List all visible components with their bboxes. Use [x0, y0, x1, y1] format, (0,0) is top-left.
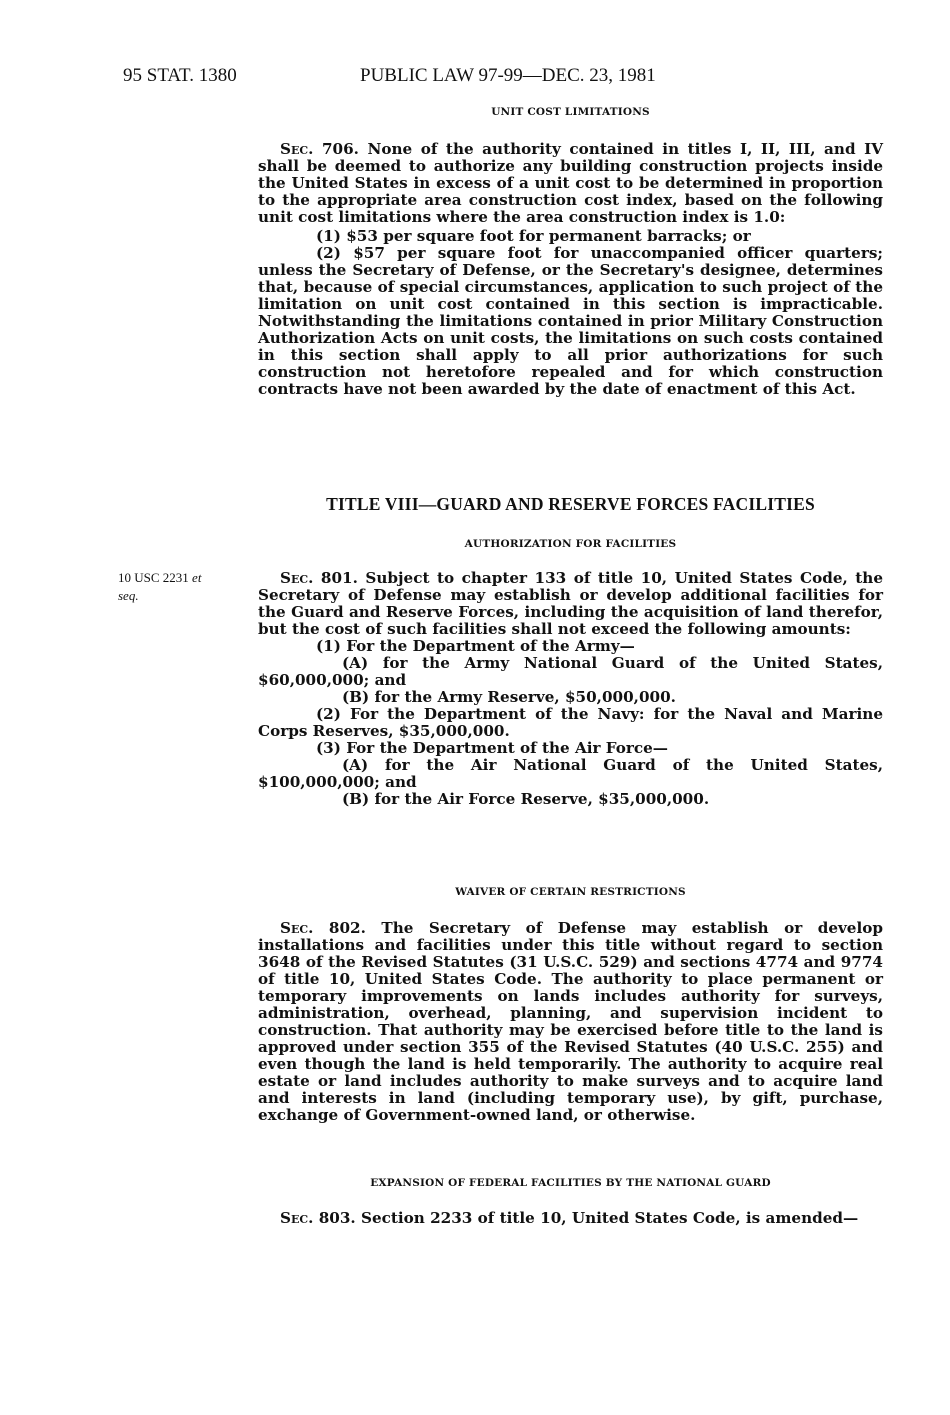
section-803-text-body: 803. Section 2233 of title 10, United States Code, is amended—: [318, 1209, 859, 1227]
section-802-text-body: 802. The Secretary of Defense may establish or develop installations and facilities under this title without regard to section 3648 of the Revised Statutes (31 U.S.C. 529) and sections 4774 and 9774 of title 10, United States Code. The authority to place permanent or temporary improvements on lands includes authority for surveys, administration, overhead, planning, and supervision incident to construction. That authority may be exercised before title to the land is approved under section 355 of the Revised Statutes (40 U.S.C. 255) and even though the land is held temporarily. The authority to acquire real estate or land includes authority to make surveys and to acquire land and interests in land (including temporary use), by gift, purchase, exchange of Government-owned land, or otherwise.: [258, 919, 883, 1124]
section-803-body: [258, 1210, 883, 1227]
margin-citation-code: 10 USC 2231: [118, 570, 189, 585]
section-802-text: [258, 920, 883, 1124]
section-706-caption: UNIT COST LIMITATIONS: [491, 106, 650, 118]
section-706-intro-text: 706. None of the authority contained in titles I, II, III, and IV shall be deemed to authorize any building construction projects inside the United States in excess of a unit cost to be determined in proportion to the appropriate area construction cost index, based on the following unit cost limitations where the area construction index is 1.0:: [258, 140, 883, 226]
section-801: [258, 538, 883, 550]
section-801-item-1: (1) For the Department of the Army—: [316, 637, 635, 655]
section-706-label: Sec.: [280, 140, 314, 158]
margin-citation-et: et: [192, 570, 202, 585]
section-803-caption: EXPANSION OF FEDERAL FACILITIES BY THE NATIONAL GUARD: [370, 1177, 771, 1189]
margin-citation: [118, 569, 253, 605]
section-802-caption: WAIVER OF CERTAIN RESTRICTIONS: [455, 886, 686, 898]
section-801-item-3a: (A) for the Air National Guard of the United States, $100,000,000; and: [258, 756, 883, 791]
title-viii-heading: TITLE VIII—GUARD AND RESERVE FORCES FACILITIES: [326, 494, 815, 514]
section-801-item-1b: (B) for the Army Reserve, $50,000,000.: [342, 688, 676, 706]
section-803: [258, 1177, 883, 1189]
section-801-body: [258, 570, 883, 808]
section-801-item-3b: (B) for the Air Force Reserve, $35,000,000.: [342, 790, 710, 808]
section-803-text: [258, 1210, 883, 1227]
margin-citation-seq: seq.: [118, 588, 139, 603]
section-706-body: [258, 141, 883, 398]
section-802: [258, 886, 883, 898]
running-header: PUBLIC LAW 97-99—DEC. 23, 1981: [360, 65, 656, 86]
page-number: 95 STAT. 1380: [123, 65, 237, 86]
section-801-label: Sec.: [280, 569, 314, 587]
section-801-item-3: (3) For the Department of the Air Force—: [316, 739, 668, 757]
section-801-item-2: (2) For the Department of the Navy: for the Naval and Marine Corps Reserves, $35,000,000.: [258, 705, 883, 740]
section-706-intro: [258, 141, 883, 226]
title-viii: [258, 494, 883, 515]
section-801-caption: AUTHORIZATION FOR FACILITIES: [464, 538, 677, 550]
section-801-intro-text: 801. Subject to chapter 133 of title 10, United States Code, the Secretary of Defense may establish or develop additional facilities for the Guard and Reserve Forces, including the acquisition of land therefor, but the cost of such facilities shall not exceed the following amounts:: [258, 569, 883, 638]
section-706-item-1: (1) $53 per square foot for permanent barracks; or: [316, 227, 751, 245]
section-802-label: Sec.: [280, 919, 314, 937]
section-706: [258, 106, 883, 118]
section-801-item-1a: (A) for the Army National Guard of the United States, $60,000,000; and: [258, 654, 883, 689]
section-801-intro: [258, 570, 883, 638]
section-706-item-2: (2) $57 per square foot for unaccompanied officer quarters; unless the Secretary of Defense, or the Secretary's designee, determines that, because of special circumstances, application to such project of the limitation on unit cost contained in this section is impracticable. Notwithstanding the limitations contained in prior Military Construction Authorization Acts on unit costs, the limitations on such costs contained in this section shall apply to all prior authorizations for such construction not heretofore repealed and for which construction contracts have not been awarded by the date of enactment of this Act.: [258, 244, 883, 398]
section-803-label: Sec.: [280, 1209, 314, 1227]
section-802-body: [258, 920, 883, 1124]
